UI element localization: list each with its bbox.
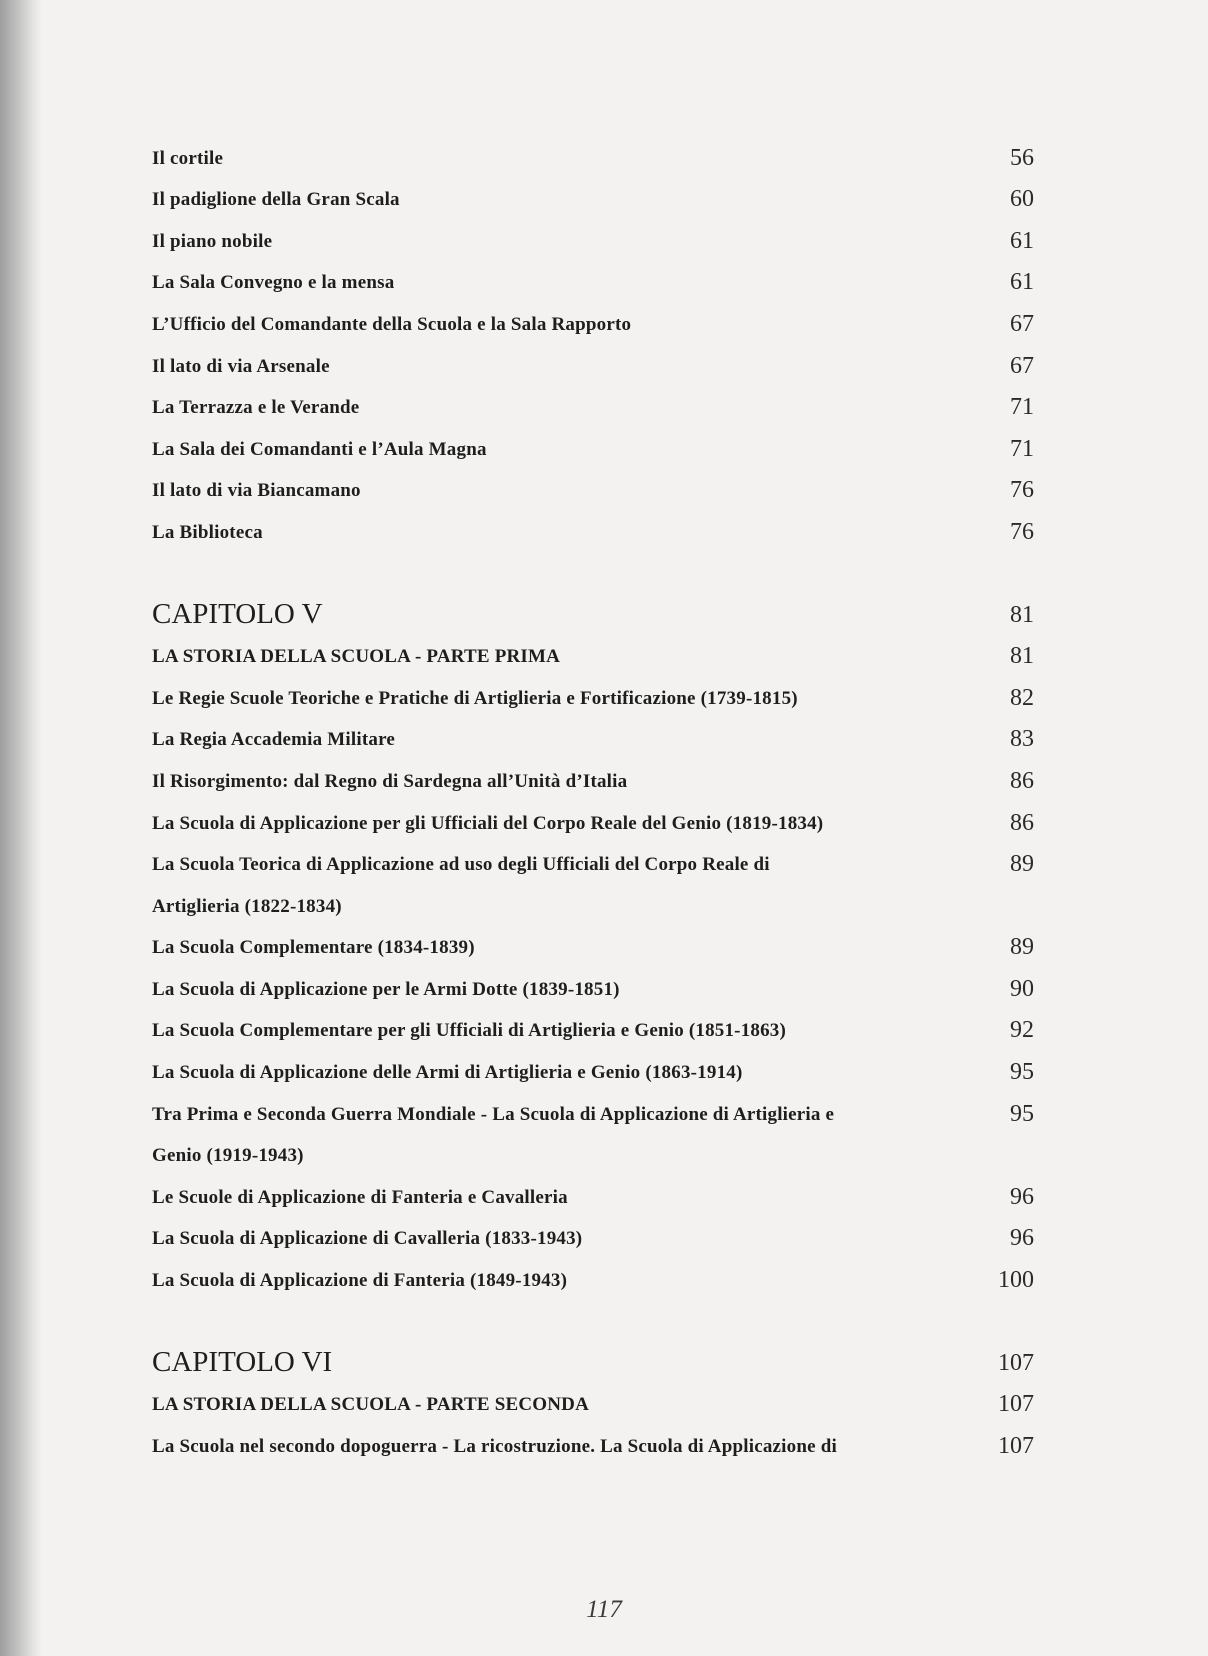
toc-entry-page: 92: [1010, 1017, 1034, 1044]
toc-entry-page: 89: [1010, 851, 1034, 878]
toc-entry-title: La Scuola di Applicazione per gli Ufficiali del Corpo Reale del Genio (1819-1834): [152, 812, 824, 834]
toc-chapter-heading: [152, 595, 1034, 637]
toc-entry: [152, 263, 1034, 305]
toc-entry-page: 71: [1010, 435, 1034, 462]
toc-entry-title: La Scuola nel secondo dopoguerra - La ricostruzione. La Scuola di Applicazione di: [152, 1435, 837, 1457]
toc-entry-title: La Regia Accademia Militare: [152, 729, 396, 751]
toc-entry-page: 86: [1010, 767, 1034, 794]
toc-entry-title: Il Risorgimento: dal Regno di Sardegna all’Unità d’Italia: [152, 770, 628, 792]
table-of-contents: [152, 138, 1034, 1468]
toc-entry-title: Il piano nobile: [152, 230, 273, 252]
toc-entry-page: 67: [1010, 310, 1034, 337]
toc-entry-title: La Scuola di Applicazione per le Armi Dotte (1839-1851): [152, 978, 620, 1000]
toc-entry-page: 89: [1010, 934, 1034, 961]
toc-entry-title: La Scuola Complementare (1834-1839): [152, 937, 475, 959]
toc-entry-title: La Scuola di Applicazione delle Armi di Artiglieria e Genio (1863-1914): [152, 1062, 743, 1084]
toc-entry-page: 96: [1010, 1183, 1034, 1210]
toc-entry-page: 83: [1010, 726, 1034, 753]
toc-entry: [152, 512, 1034, 554]
toc-entry-title: LA STORIA DELLA SCUOLA - PARTE PRIMA: [152, 646, 561, 668]
toc-entry-title: La Scuola di Applicazione di Fanteria (1849-1943): [152, 1270, 568, 1292]
toc-entry: [152, 388, 1034, 430]
toc-entry: [152, 180, 1034, 222]
toc-entry-title: CAPITOLO V: [152, 597, 323, 630]
toc-entry-title: Tra Prima e Seconda Guerra Mondiale - La Scuola di Applicazione di Artiglieria e: [152, 1103, 835, 1125]
toc-entry-title: Il padiglione della Gran Scala: [152, 189, 400, 211]
toc-entry-page: 81: [1010, 601, 1034, 628]
toc-entry: [152, 928, 1034, 970]
toc-entry-title: La Scuola di Applicazione di Cavalleria (1833-1943): [152, 1228, 583, 1250]
toc-entry-page: 60: [1010, 186, 1034, 213]
toc-entry: [152, 720, 1034, 762]
toc-entry: [152, 1219, 1034, 1261]
toc-entry-title: La Scuola Complementare per gli Ufficiali di Artiglieria e Genio (1851-1863): [152, 1020, 787, 1042]
toc-entry: [152, 886, 1034, 928]
toc-entry: [152, 1052, 1034, 1094]
toc-entry-title: Artiglieria (1822-1834): [152, 895, 342, 917]
toc-entry: [152, 1094, 1034, 1136]
toc-entry-page: 86: [1010, 809, 1034, 836]
toc-entry-page: 67: [1010, 352, 1034, 379]
toc-entry: [152, 845, 1034, 887]
toc-entry-page: 90: [1010, 975, 1034, 1002]
toc-entry-page: 81: [1010, 643, 1034, 670]
toc-entry-page: 56: [1010, 144, 1034, 171]
toc-entry: [152, 803, 1034, 845]
toc-entry: [152, 138, 1034, 180]
toc-entry-page: 76: [1010, 518, 1034, 545]
toc-entry-page: 61: [1010, 269, 1034, 296]
toc-entry-title: Il lato di via Biancamano: [152, 480, 361, 502]
toc-entry-title: La Sala dei Comandanti e l’Aula Magna: [152, 438, 487, 460]
page-number: 117: [586, 1596, 622, 1623]
toc-entry-page: 71: [1010, 394, 1034, 421]
toc-entry: [152, 678, 1034, 720]
toc-chapter-heading: [152, 1343, 1034, 1385]
section-spacer: [152, 554, 1034, 595]
toc-entry-page: 95: [1010, 1100, 1034, 1127]
toc-entry: [152, 471, 1034, 513]
toc-entry: [152, 1011, 1034, 1053]
toc-entry: [152, 969, 1034, 1011]
toc-entry-title: Il lato di via Arsenale: [152, 355, 330, 377]
section-spacer: [152, 1302, 1034, 1343]
toc-entry: [152, 304, 1034, 346]
toc-entry-title: Le Regie Scuole Teoriche e Pratiche di Artiglieria e Fortificazione (1739-1815): [152, 687, 798, 709]
toc-entry-page: 107: [998, 1432, 1034, 1459]
toc-entry-title: CAPITOLO VI: [152, 1345, 333, 1378]
toc-entry: [152, 761, 1034, 803]
toc-entry-page: 61: [1010, 227, 1034, 254]
toc-entry-title: Genio (1919-1943): [152, 1145, 304, 1167]
toc-section-heading: [152, 637, 1034, 679]
toc-entry-page: 95: [1010, 1059, 1034, 1086]
toc-entry: [152, 429, 1034, 471]
toc-entry: [152, 346, 1034, 388]
toc-entry-title: L’Ufficio del Comandante della Scuola e la Sala Rapporto: [152, 313, 632, 335]
toc-entry-title: La Biblioteca: [152, 521, 263, 543]
toc-entry-title: LA STORIA DELLA SCUOLA - PARTE SECONDA: [152, 1394, 590, 1416]
toc-entry: [152, 221, 1034, 263]
toc-entry-title: Le Scuole di Applicazione di Fanteria e Cavalleria: [152, 1186, 568, 1208]
toc-entry: [152, 1260, 1034, 1302]
toc-section-heading: [152, 1385, 1034, 1427]
toc-entry-page: 76: [1010, 477, 1034, 504]
toc-entry-page: 96: [1010, 1225, 1034, 1252]
toc-entry: [152, 1177, 1034, 1219]
toc-entry-page: 100: [998, 1267, 1034, 1294]
toc-entry-title: La Scuola Teorica di Applicazione ad uso degli Ufficiali del Corpo Reale di: [152, 854, 770, 876]
toc-entry-title: Il cortile: [152, 147, 224, 169]
binding-shadow: [0, 0, 42, 1656]
toc-entry: [152, 1426, 1034, 1468]
toc-entry-page: 82: [1010, 684, 1034, 711]
toc-entry-title: La Terrazza e le Verande: [152, 397, 360, 419]
toc-entry-page: 107: [998, 1349, 1034, 1376]
toc-entry-page: 107: [998, 1391, 1034, 1418]
toc-entry: [152, 1136, 1034, 1178]
toc-entry-title: La Sala Convegno e la mensa: [152, 272, 395, 294]
